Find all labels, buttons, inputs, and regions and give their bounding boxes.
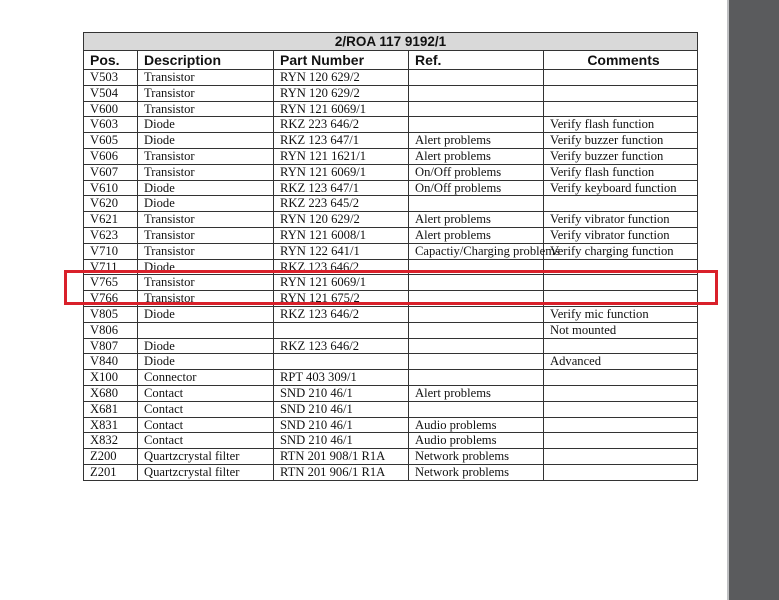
table-row: [84, 227, 698, 243]
cell-part-number: RYN 121 6008/1: [274, 227, 409, 243]
cell-pos: X831: [84, 417, 138, 433]
table-row: [84, 275, 698, 291]
cell-pos: V503: [84, 70, 138, 86]
cell-pos: Z200: [84, 449, 138, 465]
cell-pos: X680: [84, 385, 138, 401]
header-description: Description: [138, 51, 274, 70]
cell-pos: V765: [84, 275, 138, 291]
table-row: [84, 370, 698, 386]
cell-description: Contact: [138, 401, 274, 417]
table-header-row: [84, 51, 698, 70]
cell-pos: Z201: [84, 464, 138, 480]
cell-part-number: RYN 121 6069/1: [274, 275, 409, 291]
cell-pos: V620: [84, 196, 138, 212]
cell-description: Diode: [138, 338, 274, 354]
table-row: [84, 449, 698, 465]
table-body: [84, 70, 698, 481]
header-comments: Comments: [544, 51, 698, 70]
cell-ref: Audio problems: [409, 417, 544, 433]
cell-description: Diode: [138, 259, 274, 275]
cell-part-number: RYN 121 6069/1: [274, 164, 409, 180]
cell-description: Transistor: [138, 148, 274, 164]
cell-part-number: RYN 121 675/2: [274, 291, 409, 307]
cell-ref: Capactiy/Charging problems: [409, 243, 544, 259]
cell-comments: [544, 401, 698, 417]
table-row: [84, 101, 698, 117]
cell-comments: Verify keyboard function: [544, 180, 698, 196]
cell-part-number: RKZ 123 646/2: [274, 259, 409, 275]
cell-description: Diode: [138, 196, 274, 212]
cell-part-number: SND 210 46/1: [274, 417, 409, 433]
cell-ref: On/Off problems: [409, 164, 544, 180]
cell-pos: X100: [84, 370, 138, 386]
cell-description: Transistor: [138, 212, 274, 228]
cell-pos: V607: [84, 164, 138, 180]
cell-pos: V766: [84, 291, 138, 307]
table-row: [84, 385, 698, 401]
cell-comments: Verify buzzer function: [544, 133, 698, 149]
cell-ref: Alert problems: [409, 385, 544, 401]
cell-description: Quartzcrystal filter: [138, 464, 274, 480]
cell-description: Diode: [138, 306, 274, 322]
cell-pos: V621: [84, 212, 138, 228]
table-row: [84, 401, 698, 417]
table-row: [84, 243, 698, 259]
cell-description: Quartzcrystal filter: [138, 449, 274, 465]
table-row: [84, 133, 698, 149]
cell-pos: V805: [84, 306, 138, 322]
cell-pos: V605: [84, 133, 138, 149]
cell-comments: Verify flash function: [544, 117, 698, 133]
cell-part-number: RYN 120 629/2: [274, 70, 409, 86]
cell-pos: V807: [84, 338, 138, 354]
cell-description: Transistor: [138, 275, 274, 291]
cell-part-number: SND 210 46/1: [274, 401, 409, 417]
table-row: [84, 464, 698, 480]
cell-description: Connector: [138, 370, 274, 386]
cell-comments: [544, 196, 698, 212]
cell-description: Contact: [138, 433, 274, 449]
cell-ref: [409, 370, 544, 386]
viewer-side-panel: [729, 0, 779, 600]
table-row: [84, 196, 698, 212]
cell-part-number: RTN 201 906/1 R1A: [274, 464, 409, 480]
cell-comments: [544, 417, 698, 433]
table-row: [84, 433, 698, 449]
table-row: [84, 117, 698, 133]
cell-description: Contact: [138, 417, 274, 433]
cell-pos: V806: [84, 322, 138, 338]
cell-pos: X832: [84, 433, 138, 449]
cell-comments: Advanced: [544, 354, 698, 370]
cell-pos: V623: [84, 227, 138, 243]
cell-ref: Audio problems: [409, 433, 544, 449]
cell-comments: [544, 259, 698, 275]
cell-ref: [409, 322, 544, 338]
cell-description: Transistor: [138, 243, 274, 259]
cell-description: Contact: [138, 385, 274, 401]
cell-description: Diode: [138, 133, 274, 149]
cell-description: Diode: [138, 180, 274, 196]
table-row: [84, 212, 698, 228]
cell-comments: [544, 449, 698, 465]
table-row: [84, 306, 698, 322]
cell-ref: Network problems: [409, 449, 544, 465]
cell-comments: [544, 338, 698, 354]
cell-pos: V610: [84, 180, 138, 196]
cell-ref: On/Off problems: [409, 180, 544, 196]
cell-description: Diode: [138, 117, 274, 133]
table-row: [84, 291, 698, 307]
cell-comments: [544, 85, 698, 101]
table-row: [84, 259, 698, 275]
cell-ref: [409, 85, 544, 101]
cell-comments: Verify mic function: [544, 306, 698, 322]
table-row: [84, 322, 698, 338]
cell-part-number: SND 210 46/1: [274, 385, 409, 401]
cell-comments: Verify charging function: [544, 243, 698, 259]
cell-pos: V711: [84, 259, 138, 275]
table-title-row: [84, 33, 698, 51]
cell-part-number: RPT 403 309/1: [274, 370, 409, 386]
cell-description: Transistor: [138, 291, 274, 307]
cell-ref: [409, 275, 544, 291]
cell-part-number: RYN 121 1621/1: [274, 148, 409, 164]
parts-table: [83, 32, 698, 481]
cell-ref: [409, 291, 544, 307]
cell-ref: Alert problems: [409, 227, 544, 243]
cell-ref: Alert problems: [409, 212, 544, 228]
cell-pos: V600: [84, 101, 138, 117]
cell-comments: Not mounted: [544, 322, 698, 338]
cell-part-number: RKZ 123 647/1: [274, 180, 409, 196]
header-ref: Ref.: [409, 51, 544, 70]
cell-comments: Verify vibrator function: [544, 227, 698, 243]
table-row: [84, 85, 698, 101]
cell-description: [138, 322, 274, 338]
cell-part-number: RTN 201 908/1 R1A: [274, 449, 409, 465]
cell-part-number: RKZ 223 646/2: [274, 117, 409, 133]
cell-pos: V504: [84, 85, 138, 101]
table-row: [84, 338, 698, 354]
cell-part-number: RKZ 123 647/1: [274, 133, 409, 149]
cell-ref: Alert problems: [409, 133, 544, 149]
cell-comments: Verify vibrator function: [544, 212, 698, 228]
cell-ref: [409, 259, 544, 275]
cell-comments: [544, 464, 698, 480]
table-row: [84, 70, 698, 86]
cell-comments: [544, 70, 698, 86]
cell-description: Transistor: [138, 227, 274, 243]
cell-part-number: RKZ 223 645/2: [274, 196, 409, 212]
cell-description: Transistor: [138, 101, 274, 117]
table-title: 2/ROA 117 9192/1: [84, 33, 698, 51]
cell-pos: V710: [84, 243, 138, 259]
cell-part-number: [274, 354, 409, 370]
cell-ref: [409, 306, 544, 322]
header-part-number: Part Number: [274, 51, 409, 70]
cell-pos: V603: [84, 117, 138, 133]
cell-description: Transistor: [138, 164, 274, 180]
cell-part-number: RKZ 123 646/2: [274, 338, 409, 354]
cell-description: Transistor: [138, 85, 274, 101]
cell-pos: V840: [84, 354, 138, 370]
cell-comments: [544, 291, 698, 307]
table-row: [84, 354, 698, 370]
cell-part-number: RYN 122 641/1: [274, 243, 409, 259]
table-row: [84, 148, 698, 164]
cell-pos: X681: [84, 401, 138, 417]
table-row: [84, 164, 698, 180]
table-row: [84, 417, 698, 433]
cell-comments: [544, 101, 698, 117]
cell-comments: [544, 433, 698, 449]
cell-ref: [409, 70, 544, 86]
cell-ref: [409, 196, 544, 212]
cell-part-number: RYN 120 629/2: [274, 212, 409, 228]
header-pos: Pos.: [84, 51, 138, 70]
cell-pos: V606: [84, 148, 138, 164]
table-row: [84, 180, 698, 196]
cell-part-number: RYN 121 6069/1: [274, 101, 409, 117]
cell-part-number: [274, 322, 409, 338]
cell-comments: Verify buzzer function: [544, 148, 698, 164]
cell-ref: [409, 354, 544, 370]
cell-part-number: RYN 120 629/2: [274, 85, 409, 101]
cell-ref: Network problems: [409, 464, 544, 480]
cell-ref: [409, 117, 544, 133]
cell-comments: [544, 275, 698, 291]
cell-part-number: SND 210 46/1: [274, 433, 409, 449]
cell-part-number: RKZ 123 646/2: [274, 306, 409, 322]
cell-ref: [409, 401, 544, 417]
cell-comments: [544, 385, 698, 401]
cell-comments: [544, 370, 698, 386]
cell-ref: [409, 101, 544, 117]
cell-comments: Verify flash function: [544, 164, 698, 180]
cell-ref: [409, 338, 544, 354]
cell-description: Transistor: [138, 70, 274, 86]
cell-ref: Alert problems: [409, 148, 544, 164]
cell-description: Diode: [138, 354, 274, 370]
